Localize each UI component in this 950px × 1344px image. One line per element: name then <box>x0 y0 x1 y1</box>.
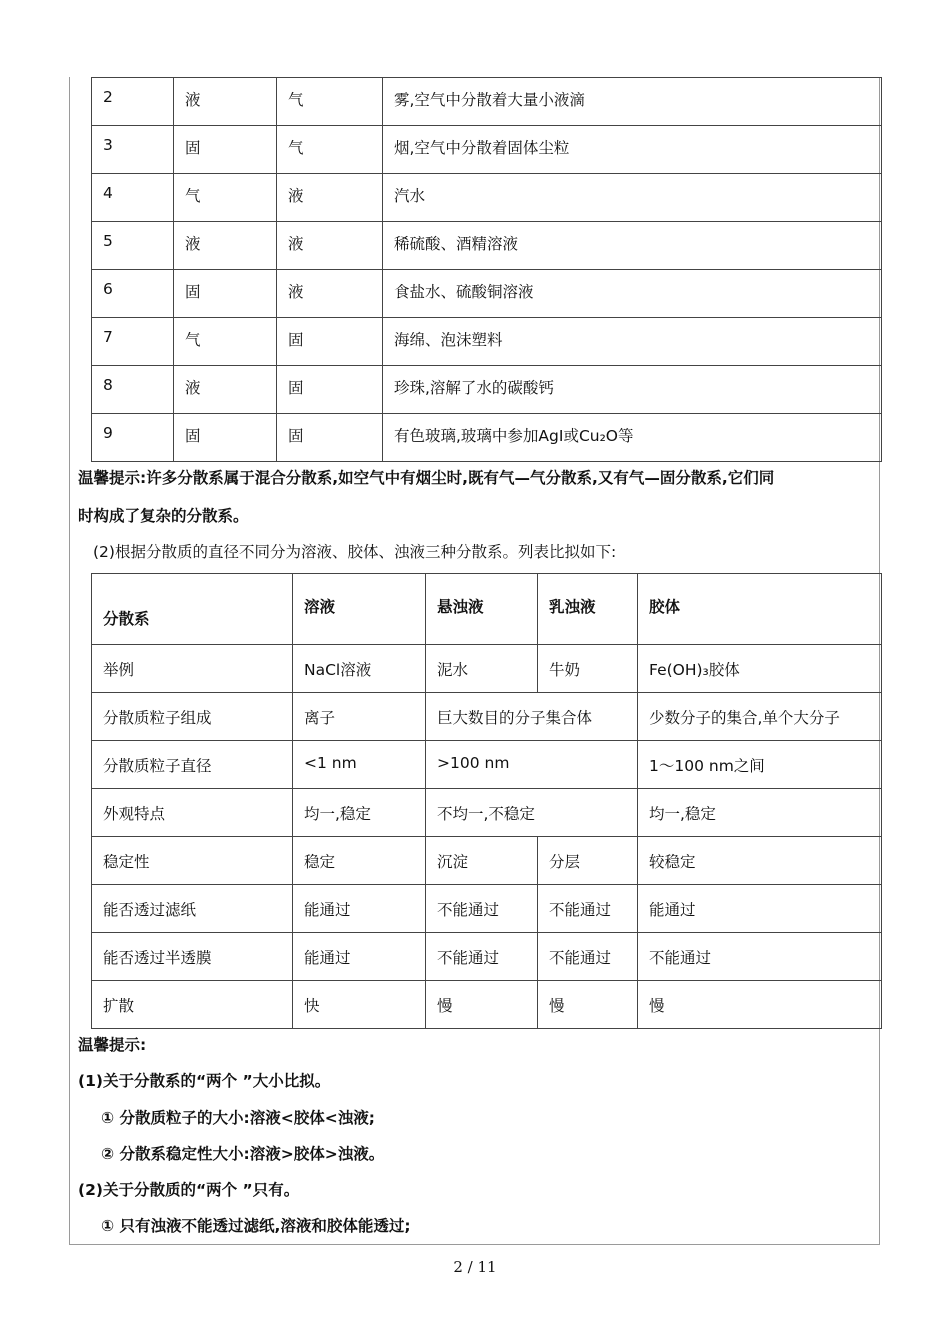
table-cell: 均一,稳定 <box>638 789 882 837</box>
table-cell: 能通过 <box>293 933 426 981</box>
table-cell: 扩散 <box>92 981 293 1029</box>
table-cell: 不能通过 <box>426 933 538 981</box>
table-cell: 不能通过 <box>638 933 882 981</box>
table-row <box>92 174 882 222</box>
table-cell: >100 nm <box>426 741 638 789</box>
table-cell: 气 <box>277 78 383 126</box>
table-cell: 6 <box>92 270 174 318</box>
table-cell: 分散质粒子直径 <box>92 741 293 789</box>
table-cell: 5 <box>92 222 174 270</box>
table-cell: 分层 <box>538 837 638 885</box>
table-cell: 举例 <box>92 645 293 693</box>
table-row <box>92 78 882 126</box>
tip2-line1: (1)关于分散系的“两个 ”大小比拟。 <box>78 1072 331 1090</box>
table-cell: 固 <box>174 414 277 462</box>
table-cell: 稳定 <box>293 837 426 885</box>
table-cell: 不均一,不稳定 <box>426 789 638 837</box>
table-row <box>92 693 882 741</box>
table-row <box>92 126 882 174</box>
table-cell: 固 <box>174 270 277 318</box>
table-cell: 珍珠,溶解了水的碳酸钙 <box>383 366 882 414</box>
table-cell: 少数分子的集合,单个大分子 <box>638 693 882 741</box>
table-cell: 汽水 <box>383 174 882 222</box>
table-row <box>92 789 882 837</box>
table-row <box>92 885 882 933</box>
table-cell: 能通过 <box>293 885 426 933</box>
table-cell: 液 <box>277 270 383 318</box>
table-cell: 快 <box>293 981 426 1029</box>
table-cell: 9 <box>92 414 174 462</box>
table-cell: 液 <box>277 222 383 270</box>
table-cell: 分散系 <box>92 574 293 645</box>
tip1-line1: 温馨提示:许多分散系属于混合分散系,如空气中有烟尘时,既有气—气分散系,又有气—固分散系,它们同 <box>78 469 775 487</box>
table-cell: 离子 <box>293 693 426 741</box>
table-cell: 溶液 <box>293 574 426 645</box>
table-row <box>92 366 882 414</box>
table-cell: 液 <box>174 366 277 414</box>
table-cell: 不能通过 <box>538 933 638 981</box>
table-cell: 沉淀 <box>426 837 538 885</box>
table-row <box>92 414 882 462</box>
table-cell: 稳定性 <box>92 837 293 885</box>
tip2-line2: ① 分散质粒子的大小:溶液<胶体<浊液; <box>101 1109 375 1127</box>
table-cell: 慢 <box>538 981 638 1029</box>
table-cell: 液 <box>277 174 383 222</box>
table-row <box>92 645 882 693</box>
table-cell: 分散质粒子组成 <box>92 693 293 741</box>
table-cell: 固 <box>277 318 383 366</box>
table-row <box>92 318 882 366</box>
table-cell: 有色玻璃,玻璃中参加AgI或Cu₂O等 <box>383 414 882 462</box>
table-cell: 牛奶 <box>538 645 638 693</box>
tip2-line4: (2)关于分散质的“两个 ”只有。 <box>78 1181 300 1199</box>
table-cell: 不能通过 <box>426 885 538 933</box>
tip1-line2: 时构成了复杂的分散系。 <box>78 507 249 525</box>
table-cell: NaCl溶液 <box>293 645 426 693</box>
table-cell: 固 <box>174 126 277 174</box>
table-cell: 液 <box>174 78 277 126</box>
table-row <box>92 222 882 270</box>
table-cell: 2 <box>92 78 174 126</box>
table-cell: 能否透过滤纸 <box>92 885 293 933</box>
table-cell: 食盐水、硫酸铜溶液 <box>383 270 882 318</box>
table-cell: 慢 <box>638 981 882 1029</box>
table-cell: 7 <box>92 318 174 366</box>
intro-paragraph: (2)根据分散质的直径不同分为溶液、胶体、浊液三种分散系。列表比拟如下: <box>93 543 617 561</box>
table-cell: 3 <box>92 126 174 174</box>
table-cell: 1～100 nm之间 <box>638 741 882 789</box>
table-cell: 雾,空气中分散着大量小液滴 <box>383 78 882 126</box>
table-cell: 均一,稳定 <box>293 789 426 837</box>
table-cell: 较稳定 <box>638 837 882 885</box>
tip2-title: 温馨提示: <box>78 1036 147 1054</box>
tip2-line3: ② 分散系稳定性大小:溶液>胶体>浊液。 <box>101 1145 385 1163</box>
table-row <box>92 270 882 318</box>
table-cell: 气 <box>174 318 277 366</box>
table-cell: 固 <box>277 366 383 414</box>
table-cell: <1 nm <box>293 741 426 789</box>
table-cell: 不能通过 <box>538 885 638 933</box>
table-cell: 胶体 <box>638 574 882 645</box>
table-cell: 4 <box>92 174 174 222</box>
page-number: 2 / 11 <box>453 1258 497 1276</box>
table-cell: 8 <box>92 366 174 414</box>
table-row <box>92 933 882 981</box>
table-row <box>92 837 882 885</box>
tip2-line5: ① 只有浊液不能透过滤纸,溶液和胶体能透过; <box>101 1217 411 1235</box>
table-cell: 烟,空气中分散着固体尘粒 <box>383 126 882 174</box>
table-row <box>92 981 882 1029</box>
table-cell: 泥水 <box>426 645 538 693</box>
table-cell: 乳浊液 <box>538 574 638 645</box>
table-cell: 能否透过半透膜 <box>92 933 293 981</box>
table-cell: 悬浊液 <box>426 574 538 645</box>
table-cell: 气 <box>277 126 383 174</box>
table-cell: 慢 <box>426 981 538 1029</box>
table-cell: 外观特点 <box>92 789 293 837</box>
table-cell: 气 <box>174 174 277 222</box>
table-cell: 海绵、泡沫塑料 <box>383 318 882 366</box>
table-cell: 巨大数目的分子集合体 <box>426 693 638 741</box>
table-row <box>92 741 882 789</box>
table-cell: 固 <box>277 414 383 462</box>
table-cell: 稀硫酸、酒精溶液 <box>383 222 882 270</box>
table-cell: 液 <box>174 222 277 270</box>
table-header-row <box>92 574 882 645</box>
table-cell: 能通过 <box>638 885 882 933</box>
dispersion-state-table <box>91 77 882 462</box>
dispersion-comparison-table <box>91 573 882 1029</box>
table-cell: Fe(OH)₃胶体 <box>638 645 882 693</box>
